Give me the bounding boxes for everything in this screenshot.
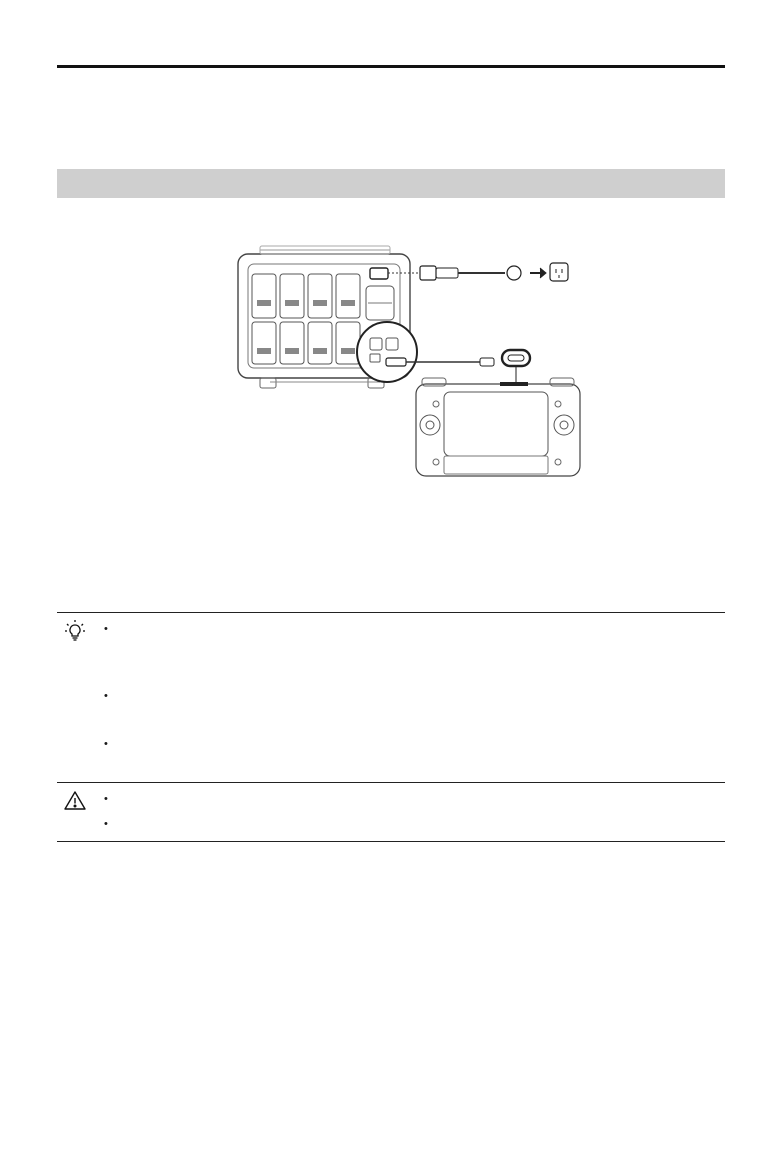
- tip-bullet: •: [104, 690, 108, 702]
- section-heading-bar: [57, 169, 725, 198]
- warning-bullet: •: [104, 793, 108, 805]
- tip-bullet: •: [104, 623, 108, 635]
- power-cable: [388, 263, 568, 281]
- remote-controller: [416, 378, 580, 476]
- tip-bullet: •: [104, 738, 108, 750]
- charging-hub-to-remote-controller-illustration: [230, 242, 590, 482]
- notes-section: [57, 612, 725, 842]
- warning-triangle-icon: [63, 789, 87, 813]
- warnings-box: [57, 782, 725, 842]
- lightbulb-icon: [63, 619, 87, 643]
- connection-diagram: [230, 242, 590, 482]
- usb-port-zoom: [357, 322, 417, 382]
- tips-box: [57, 612, 725, 782]
- warning-bullet: •: [104, 818, 108, 830]
- header-rule: [57, 65, 725, 68]
